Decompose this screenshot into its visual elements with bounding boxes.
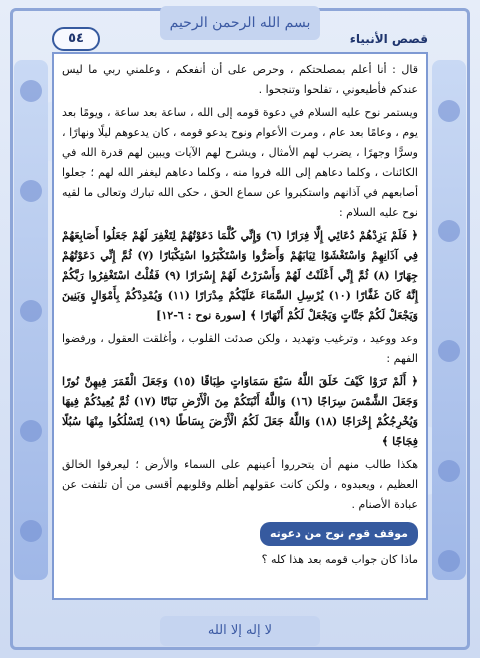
ornament-icon (20, 420, 42, 442)
paragraph-2: ويستمر نوح عليه السلام في دعوة قومه إلى الله ، ساعة بعد ساعة ، ويومًا بعد يوم ، وعامًا بعد عام ، ومرت الأعوام ونوح يدعو قومه ، كان يدعوهم ليلًا ونهارًا ، وسرًّا وجهرًا ، يضرب لهم الأمثال ، ويشرح لهم الآيات ويبين لهم قدرة الله في الكائنات ، وكلما دعاهم إلى الله فروا منه ، وكلما دعاهم ليغفر الله لهم ؛ جعلوا أصابعهم في آذانهم واستكبروا عن سماع الحق ، حكى الله تبارك وتعالى ما لقيه نوح عليه السلام : (62, 106, 418, 219)
book-title: قصص الأنبياء (349, 32, 428, 46)
decor-right-panel (432, 60, 466, 580)
ornament-icon (20, 80, 42, 102)
ornament-icon (438, 100, 460, 122)
quran-quote-2: ﴿ أَلَمْ تَرَوْا كَيْفَ خَلَقَ اللَّهُ سَبْعَ سَمَاوَاتٍ طِبَاقًا (١٥) وَجَعَلَ الْقَمَرَ فِيهِنَّ نُورًا وَجَعَلَ الشَّمْسَ سِرَاجًا (١٦) وَاللَّهُ أَنْبَتَكُمْ مِنَ الْأَرْضِ نَبَاتًا (١٧) ثُمَّ يُعِيدُكُمْ فِيهَا وَيُخْرِجُكُمْ إِخْرَاجًا (١٨) وَاللَّهُ جَعَلَ لَكُمُ الْأَرْضَ بِسَاطًا (١٩) لِتَسْلُكُوا مِنْهَا سُبُلًا فِجَاجًا ﴾ (62, 375, 418, 448)
paragraph-3: وعد ووعيد ، وترغيب وتهديد ، ولكن صدئت القلوب ، وأغلقت العقول ، ورفضوا الفهم : (62, 332, 418, 365)
ornament-icon (438, 550, 460, 572)
page-number: ٥٤ (52, 27, 100, 51)
section-heading: موقف قوم نوح من دعوته (260, 522, 418, 546)
quran-quote-1: ﴿ فَلَمْ يَزِدْهُمْ دُعَائِي إِلَّا فِرَارًا (٦) وَإِنِّي كُلَّمَا دَعَوْتُهُمْ لِتَغْفِرَ لَهُمْ جَعَلُوا أَصَابِعَهُمْ فِي آذَانِهِمْ وَاسْتَغْشَوْا ثِيَابَهُمْ وَأَصَرُّوا وَاسْتَكْبَرُوا اسْتِكْبَارًا (٧) ثُمَّ إِنِّي دَعَوْتُهُمْ جِهَارًا (٨) ثُمَّ إِنِّي أَعْلَنْتُ لَهُمْ وَأَسْرَرْتُ لَهُمْ إِسْرَارًا (٩) فَقُلْتُ اسْتَغْفِرُوا رَبَّكُمْ إِنَّهُ كَانَ غَفَّارًا (١٠) يُرْسِلِ السَّمَاءَ عَلَيْكُمْ مِدْرَارًا (١١) وَيُمْدِدْكُمْ بِأَمْوَالٍ وَبَنِينَ وَيَجْعَلْ لَكُمْ جَنَّاتٍ وَيَجْعَلْ لَكُمْ أَنْهَارًا ﴾ [سورة نوح : ٦-١٢] (62, 229, 419, 322)
footer-seal: لا إله إلا الله (160, 616, 320, 646)
ornament-icon (438, 220, 460, 242)
decor-left-panel (14, 60, 48, 580)
ornament-icon (20, 180, 42, 202)
ornament-icon (20, 520, 42, 542)
paragraph-1: قال : أنا أعلم بمصلحتكم ، وحرص على أن أنفعكم ، وعلمني ربي ما ليس عندكم فأطيعوني ، تفلحوا وتنجحوا . (62, 63, 418, 96)
bismillah-header: بسم الله الرحمن الرحيم (160, 6, 320, 40)
paragraph-5: ماذا كان جواب قومه بعد هذا كله ؟ (261, 553, 418, 566)
page-text (62, 60, 418, 594)
ornament-icon (438, 340, 460, 362)
ornament-icon (20, 300, 42, 322)
paragraph-4: هكذا طالب منهم أن يتحرروا أعينهم على السماء والأرض ؛ ليعرفوا الخالق العظيم ، ويعبدوه ، ولكن كانت عقولهم أظلم وقلوبهم أقسى من أن تلتفت عن عبادة الأصنام . (62, 458, 418, 511)
top-bar (52, 28, 428, 50)
ornament-icon (438, 460, 460, 482)
